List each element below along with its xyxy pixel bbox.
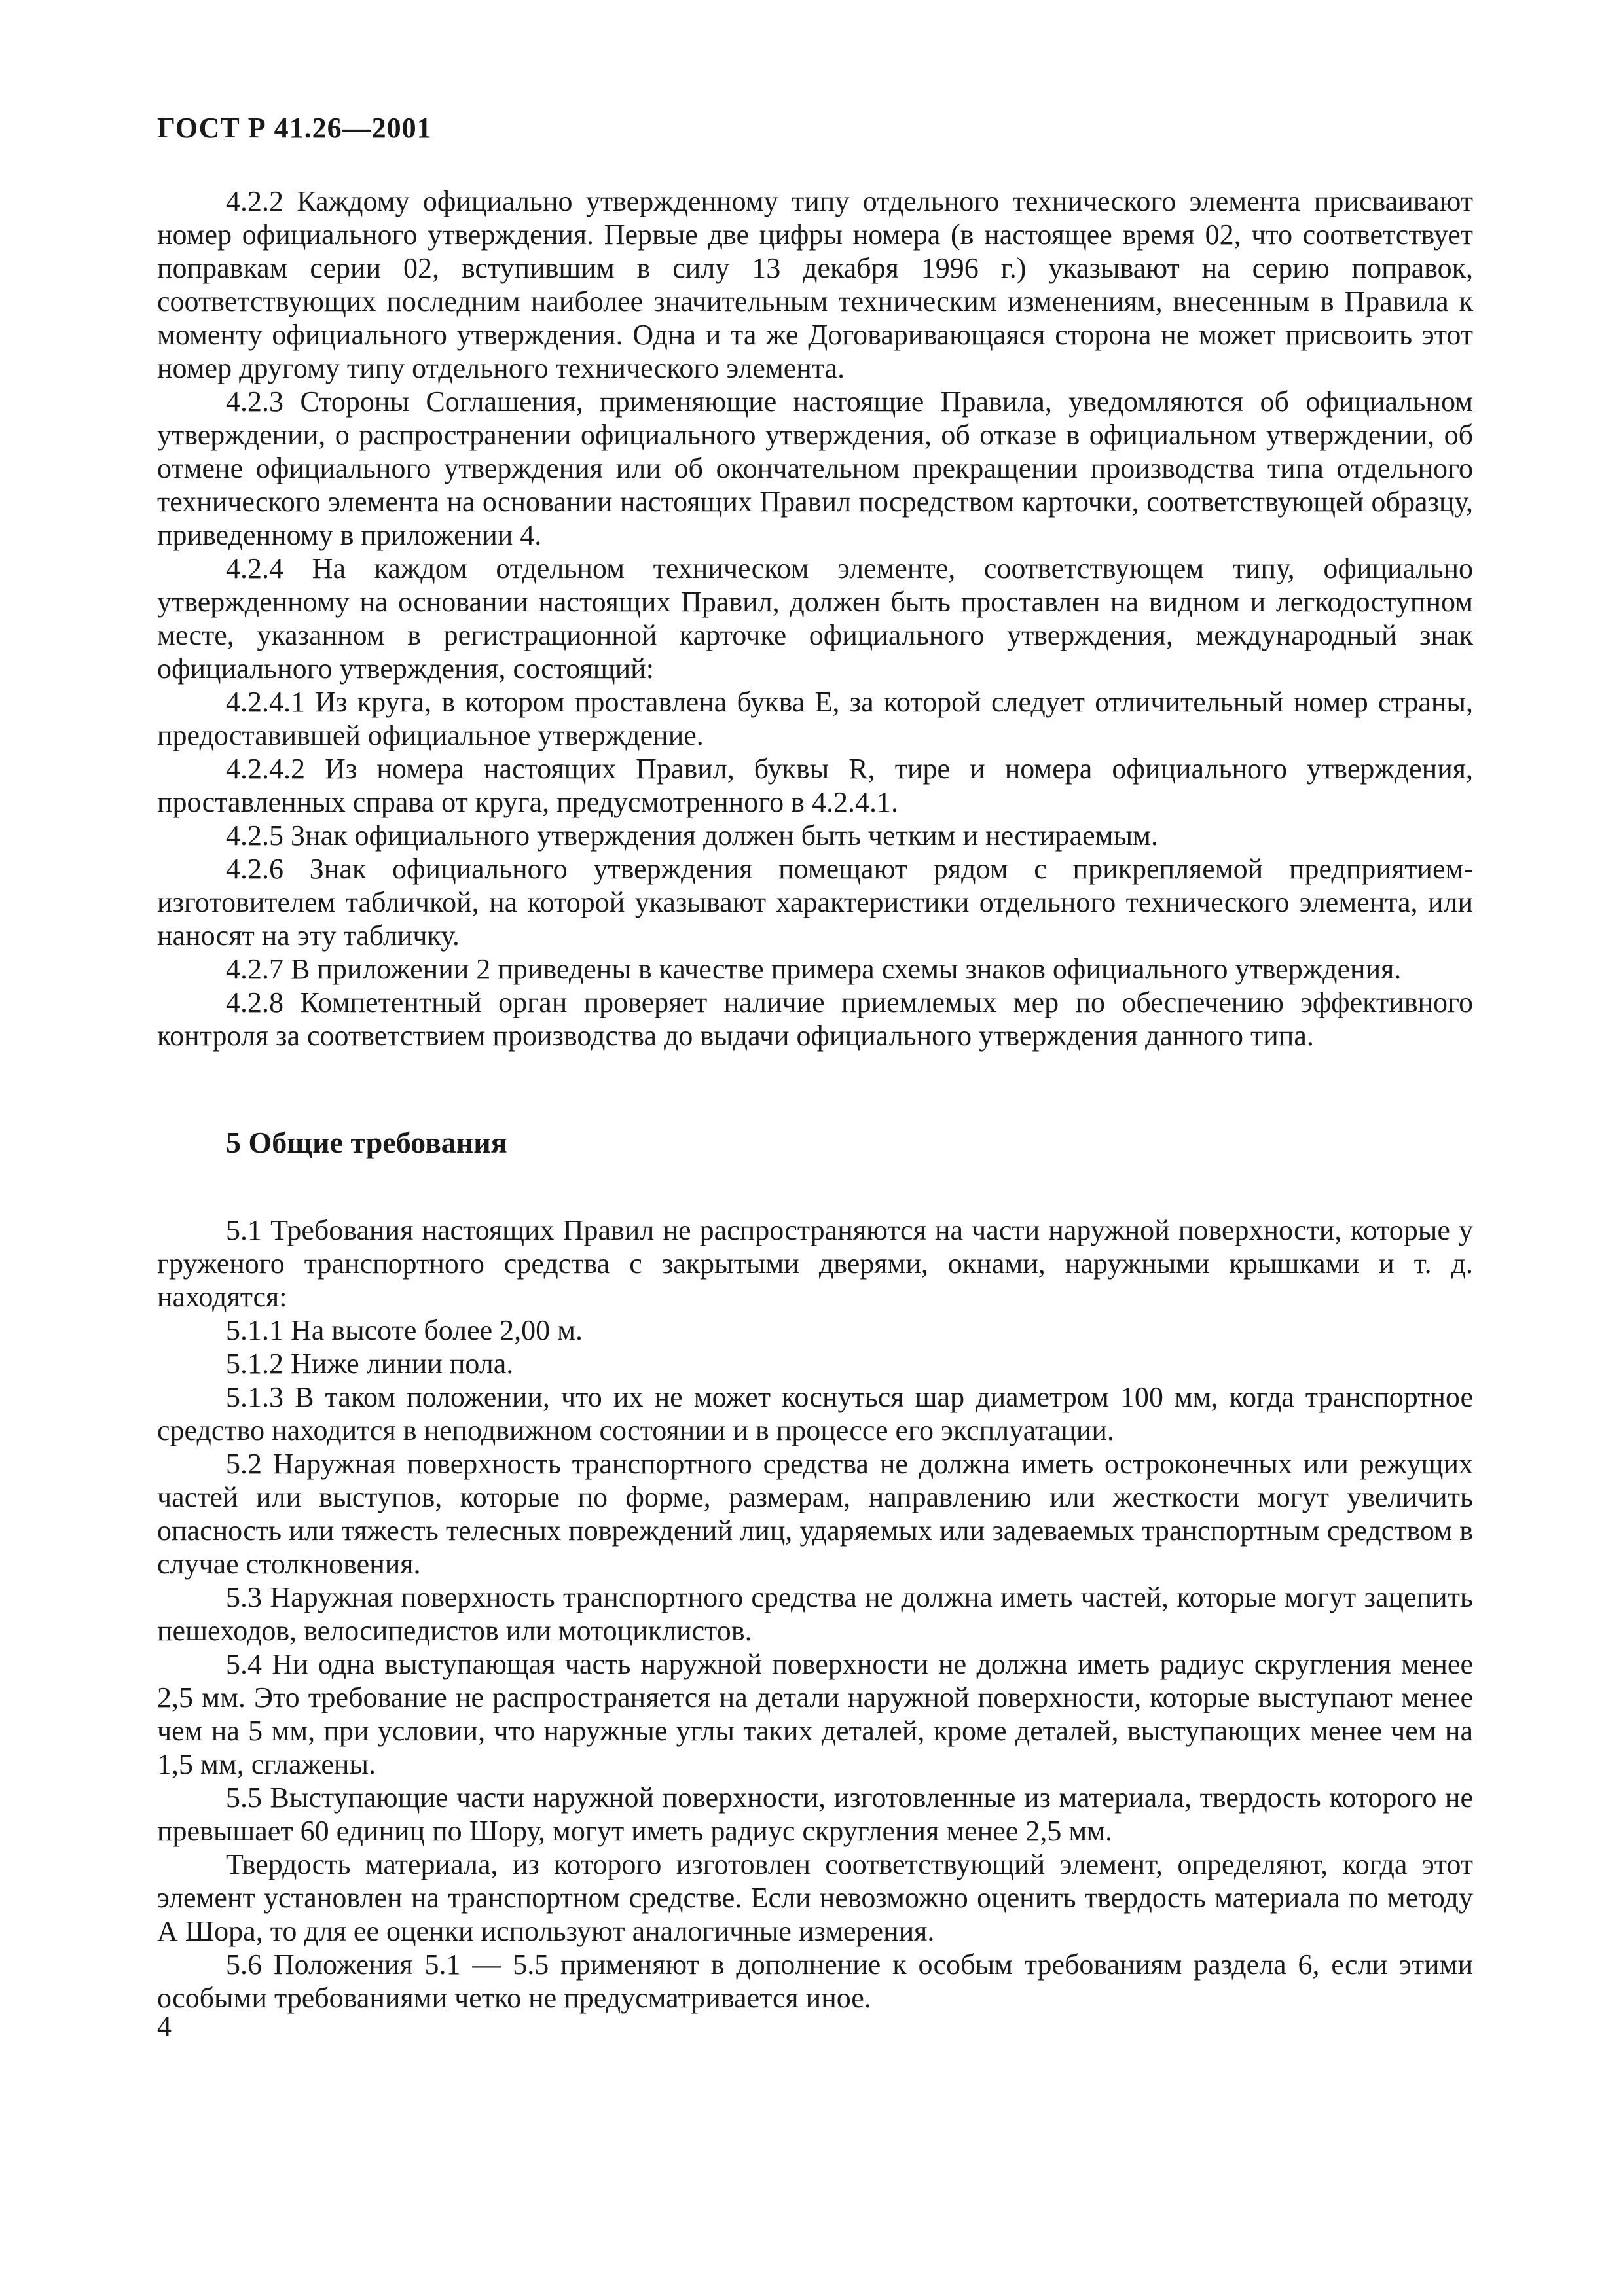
document-body xyxy=(157,185,1473,2015)
paragraph-5-1-1: 5.1.1 На высоте более 2,00 м. xyxy=(226,1314,583,1346)
section-title: 5 Общие требования xyxy=(226,1126,507,1159)
paragraph-4-2-3: 4.2.3 Стороны Соглашения, применяющие настоящие Правила, уведомляются об официальном утверждении, о распространении официального утверждения, об отказе в официальном утверждении, об отмене официального утверждения или об окончательном прекращении производства типа отдельного технического элемента на основании настоящих Правил посредством карточки, соответствующей образцу, приведенному в приложении 4. xyxy=(157,386,1473,551)
document-header: ГОСТ Р 41.26—2001 xyxy=(157,112,432,144)
paragraph-4-2-8: 4.2.8 Компетентный орган проверяет наличие приемлемых мер по обеспечению эффективного контроля за соответствием производства до выдачи официального утверждения данного типа. xyxy=(157,986,1473,1052)
paragraph-5-3: 5.3 Наружная поверхность транспортного средства не должна иметь частей, которые могут зацепить пешеходов, велосипедистов или мотоциклистов. xyxy=(157,1581,1473,1647)
paragraph-4-2-7: 4.2.7 В приложении 2 приведены в качестве примера схемы знаков официального утверждения. xyxy=(226,953,1402,985)
paragraph-5-4: 5.4 Ни одна выступающая часть наружной поверхности не должна иметь радиус скругления менее 2,5 мм. Это требование не распространяется на детали наружной поверхности, которые выступают менее чем на 5 мм, при условии, что наружные углы таких деталей, кроме деталей, выступающих менее чем на 1,5 мм, сглажены. xyxy=(157,1648,1473,1780)
page-number: 4 xyxy=(157,2010,172,2042)
paragraph-5-5-hardness: Твердость материала, из которого изготовлен соответствующий элемент, определяют, когда этот элемент установлен на транспортном средстве. Если невозможно оценить твердость материала по методу А Шора, то для ее оценки используют аналогичные измерения. xyxy=(157,1848,1473,1947)
paragraph-4-2-4-2: 4.2.4.2 Из номера настоящих Правил, буквы R, тире и номера официального утверждения, проставленных справа от круга, предусмотренного в 4.2.4.1. xyxy=(157,753,1473,818)
paragraph-5-1-3: 5.1.3 В таком положении, что их не может коснуться шар диаметром 100 мм, когда транспортное средство находится в неподвижном состоянии и в процессе его эксплуатации. xyxy=(157,1381,1473,1446)
paragraph-4-2-4: 4.2.4 На каждом отдельном техническом элементе, соответствующем типу, официально утвержденному на основании настоящих Правил, должен быть проставлен на видном и легкодоступном месте, указанном в регистрационной карточке официального утверждения, международный знак официального утверждения, состоящий: xyxy=(157,552,1473,685)
paragraph-4-2-5: 4.2.5 Знак официального утверждения должен быть четким и нестираемым. xyxy=(226,819,1158,852)
paragraph-4-2-2: 4.2.2 Каждому официально утвержденному типу отдельного технического элемента присваивают номер официального утверждения. Первые две цифры номера (в настоящее время 02, что соответствует поправкам серии 02, вступившим в силу 13 декабря 1996 г.) указывают на серию поправок, соответствующих последним наиболее значительным техническим изменениям, внесенным в Правила к моменту официального утверждения. Одна и та же Договаривающаяся сторона не может присвоить этот номер другому типу отдельного технического элемента. xyxy=(157,185,1473,384)
paragraph-5-6: 5.6 Положения 5.1 — 5.5 применяют в дополнение к особым требованиям раздела 6, если этими особыми требованиями четко не предусматривается иное. xyxy=(157,1948,1473,2014)
paragraph-5-1: 5.1 Требования настоящих Правил не распространяются на части наружной поверхности, которые у груженого транспортного средства с закрытыми дверями, окнами, наружными крышками и т. д. находятся: xyxy=(157,1214,1473,1313)
paragraph-4-2-6: 4.2.6 Знак официального утверждения помещают рядом с прикрепляемой предприятием-изготовителем табличкой, на которой указывают характеристики отдельного технического элемента, или наносят на эту табличку. xyxy=(157,853,1473,952)
paragraph-5-1-2: 5.1.2 Ниже линии пола. xyxy=(226,1348,514,1380)
paragraph-4-2-4-1: 4.2.4.1 Из круга, в котором проставлена буква Е, за которой следует отличительный номер страны, предоставившей официальное утверждение. xyxy=(157,686,1473,751)
paragraph-5-2: 5.2 Наружная поверхность транспортного средства не должна иметь остроконечных или режущих частей или выступов, которые по форме, размерам, направлению или жесткости могут увеличить опасность или тяжесть телесных повреждений лиц, ударяемых или задеваемых транспортным средством в случае столкновения. xyxy=(157,1448,1473,1580)
paragraph-5-5: 5.5 Выступающие части наружной поверхности, изготовленные из материала, твердость которого не превышает 60 единиц по Шору, могут иметь радиус скругления менее 2,5 мм. xyxy=(157,1782,1473,1847)
